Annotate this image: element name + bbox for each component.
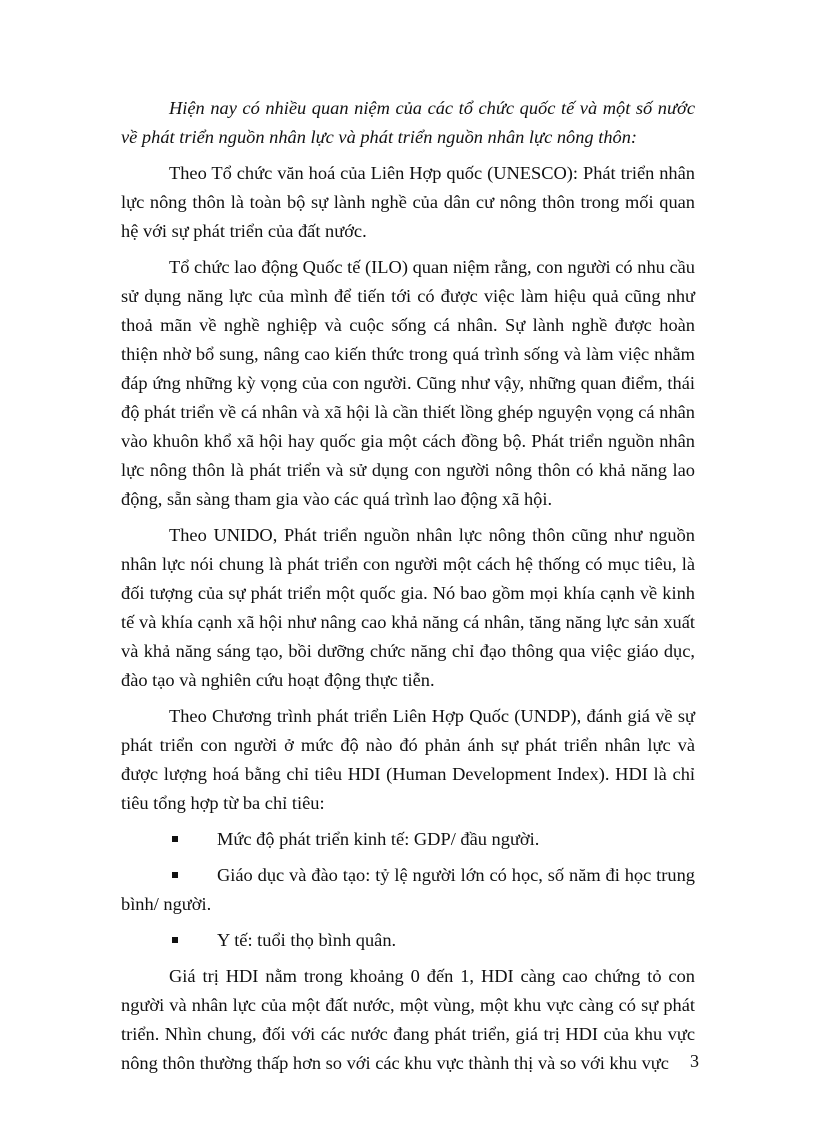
ilo-paragraph: Tổ chức lao động Quốc tế (ILO) quan niệm rằng, con người có nhu cầu sử dụng năng lực của mình để tiến tới có được việc làm hiệu quả cũng như thoả mãn về nghề nghiệp và cuộc sống cá nhân. Sự lành nghề được hoàn thiện nhờ bổ sung, nâng cao kiến thức trong quá trình sống và làm việc nhằm đáp ứng những kỳ vọng của con người. Cũng như vậy, những quan điểm, thái độ phát triển về cá nhân và xã hội là cần thiết lồng ghép nguyện vọng cá nhân vào khuôn khổ xã hội hay quốc gia một cách đồng bộ. Phát triển nguồn nhân lực nông thôn là phát triển và sử dụng con người nông thôn có khả năng lao động, sẵn sàng tham gia vào các quá trình lao động xã hội.	[121, 257, 695, 509]
intro-paragraph: Hiện nay có nhiều quan niệm của các tổ chức quốc tế và một số nước về phát triển nguồn nhân lực và phát triển nguồn nhân lực nông thôn:	[121, 98, 695, 147]
bullet-text: Giáo dục và đào tạo: tỷ lệ người lớn có học, số năm đi học trung bình/ người.	[121, 865, 695, 914]
square-bullet-icon	[172, 937, 178, 943]
square-bullet-icon	[172, 836, 178, 842]
bullet-item-education	[121, 861, 695, 919]
page-number: 3	[690, 1051, 699, 1071]
undp-paragraph: Theo Chương trình phát triển Liên Hợp Quốc (UNDP), đánh giá về sự phát triển con người ở mức độ nào đó phản ánh sự phát triển nhân lực và được lượng hoá bằng chỉ tiêu HDI (Human Development Index). HDI là chỉ tiêu tổng hợp từ ba chỉ tiêu:	[121, 706, 695, 813]
unido-paragraph: Theo UNIDO, Phát triển nguồn nhân lực nông thôn cũng như nguồn nhân lực nói chung là phát triển con người một cách hệ thống có mục tiêu, là đối tượng của sự phát triển một quốc gia. Nó bao gồm mọi khía cạnh về kinh tế và khía cạnh xã hội như nâng cao khả năng cá nhân, tăng năng lực sản xuất và khả năng sáng tạo, bồi dưỡng chức năng chỉ đạo thông qua việc giáo dục, đào tạo và nghiên cứu hoạt động thực tiễn.	[121, 525, 695, 690]
bullet-text: Mức độ phát triển kinh tế: GDP/ đầu người.	[217, 829, 540, 849]
page-body	[121, 94, 695, 1085]
bullet-text: Y tế: tuổi thọ bình quân.	[217, 930, 397, 950]
bullet-item-health	[121, 926, 695, 955]
closing-paragraph: Giá trị HDI nằm trong khoảng 0 đến 1, HDI càng cao chứng tỏ con người và nhân lực của một đất nước, một vùng, một khu vực càng có sự phát triển. Nhìn chung, đối với các nước đang phát triển, giá trị HDI của khu vực nông thôn thường thấp hơn so với các khu vực thành thị và so với khu vực	[121, 966, 695, 1073]
bullet-item-gdp	[121, 825, 695, 854]
unesco-paragraph: Theo Tổ chức văn hoá của Liên Hợp quốc (UNESCO): Phát triển nhân lực nông thôn là toàn bộ sự lành nghề của dân cư nông thôn trong mối quan hệ với sự phát triển của đất nước.	[121, 163, 695, 241]
square-bullet-icon	[172, 872, 178, 878]
